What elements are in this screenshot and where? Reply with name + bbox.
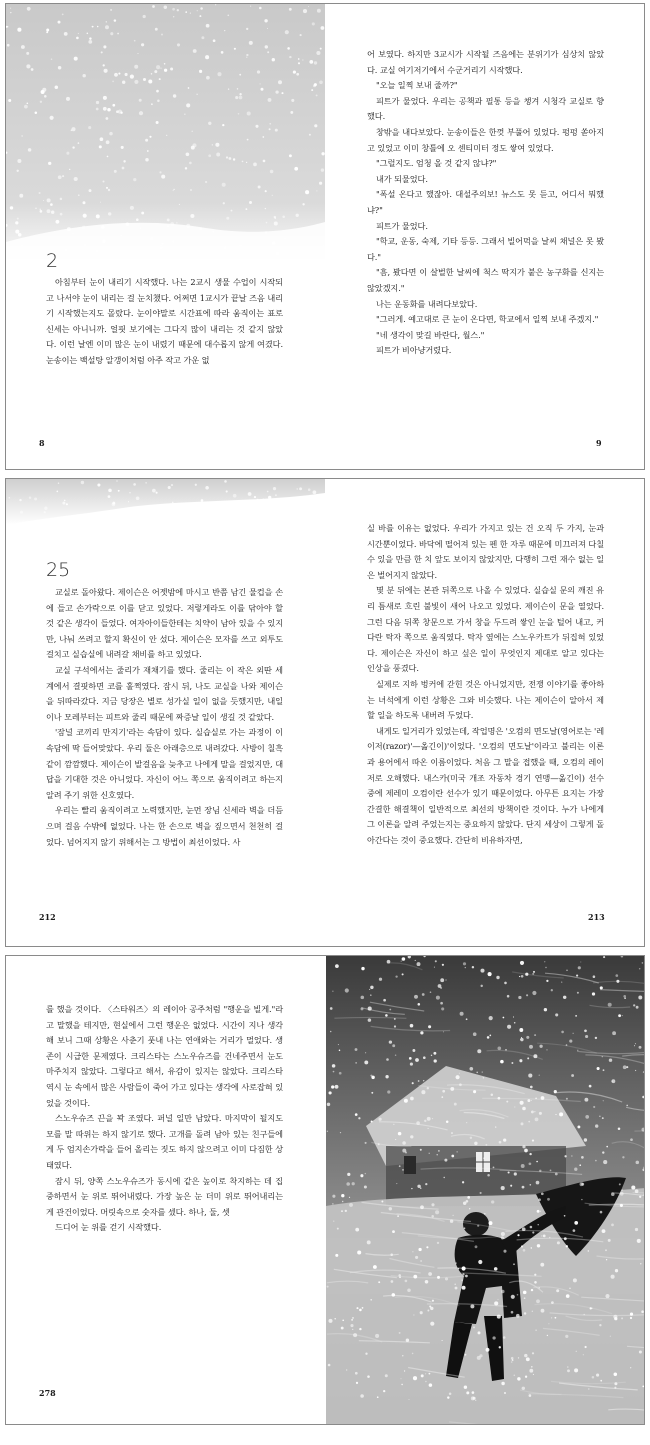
paragraph: "그러게. 예고대로 큰 눈이 온다면, 학교에서 일찍 보내 주겠지."	[376, 314, 599, 325]
paragraph: 몇 분 뒤에는 본관 뒤쪽으로 나올 수 있었다. 실습실 문의 깨진 유리 틈새로 흐린 불빛이 새어 나오고 있었다. 제이슨이 문을 열었다. 그런 다음 뒤쪽 창문으로 가서 창을 두드려 쌓인 눈을 털어 내고, 커다란 탁자 쪽으로 움직였다. 탁자 옆에는 스노우카트가 뒤집혀 있었다. 제이슨은 자신이 하고 싶은 일이 무엇인지 제대로 알고 있다는 인상을 풍겼다.	[367, 585, 604, 674]
left-page-text	[46, 585, 283, 850]
spread-pages-8-9	[5, 3, 645, 470]
paragraph: 드디어 눈 위를 걷기 시작했다.	[55, 1222, 162, 1233]
paragraph: "흠, 봤다면 이 살벌한 날씨에 척스 딱지가 붙은 농구화를 신지는 않았겠지."	[367, 267, 604, 293]
paragraph: "네 생각이 맞길 바란다, 월스."	[376, 329, 485, 340]
paragraph: "학교, 운동, 숙제, 기타 등등. 그래서 빌어먹을 날씨 채널은 못 봤다."	[367, 236, 604, 262]
chapter-number: 25	[46, 559, 71, 581]
paragraph: 를 했을 것이다. 〈스타워즈〉의 레이아 공주처럼 "행운을 빌게."라고 말했을 테지만, 현실에서 그런 행운은 없었다. 시간이 지나 생각해 보니 그때 상황은 사춘기 풋내 나는 연애와는 거리가 멀었다. 생존이 시급한 문제였다. 크리스타는 스노우슈즈를 건네주면서 눈도 마주치지 않았다. 그렇다고 해서, 유감이 있지는 않았다. 크리스타 역시 눈 속에서 많은 사람들이 죽어 가고 있다는 생각에 사로잡혀 있었을 것이다.	[46, 1004, 283, 1108]
paragraph: 내게도 일거리가 있었는데, 작업명은 '오컴의 면도날(영어로는 '레이저(razor)'—옮긴이)'이었다. '오컴의 면도날'이라고 불리는 이론과 용어에서 따온 이름이었다. 처음 그 말을 접했을 때, 오컴의 레이저로 오해했다. 내스카(미국 개조 자동차 경기 연맹—옮긴이) 선수 중에 제레미 오컴이란 선수가 있기 때문이었다. 아무튼 요지는 가장 간결한 해결책이 일반적으로 최선의 방책이란 것이다. 누가 나에게 그 이론을 알려 주었는지는 중요하지 않았다. 단지 세상이 그렇게 돌아간다는 것이 중요했다. 간단히 비유하자면,	[367, 725, 604, 845]
paragraph: 스노우슈즈 끈을 꽉 조였다. 퍼널 일만 남았다. 마지막이 될지도 모를 말 따위는 하지 않기로 했다. 고개를 돌려 남아 있는 친구들에게 두 엄지손가락을 들어 올리는 짓도 하지 않으려고 이미 다짐한 상태였다.	[46, 1113, 283, 1170]
paragraph: "폭설 온다고 했잖아. 대설주의보! 뉴스도 못 듣고, 어디서 뭐했냐?"	[367, 189, 604, 215]
snowfall-illustration	[6, 4, 325, 269]
paragraph: 피트가 물었다. 우리는 공책과 필통 등을 챙겨 시청각 교실로 향했다.	[367, 95, 604, 122]
paragraph: "오늘 일찍 보내 줄까?"	[376, 80, 458, 91]
right-page-text	[367, 47, 604, 359]
page-number-left: 8	[39, 438, 45, 448]
paragraph: 창밖을 내다보았다. 눈송이들은 한껏 부풀어 있었다. 펑펑 쏟아지고 있었고 이미 창틀에 오 센티미터 정도 쌓여 있었다.	[367, 126, 604, 153]
paragraph: 아침부터 눈이 내리기 시작했다. 나는 2교시 생물 수업이 시작되고 나서야 눈이 내리는 걸 눈치챘다. 어쩌면 1교시가 끝날 즈음 내리기 시작했는지도 몰랐다. 눈이야말로 시간표에 따라 움직이는 표로 신세는 아니니까. 얼핏 보기에는 그다지 많이 내리는 것 같지 않았다. 이런 날엔 이미 많은 눈이 내렸기 때문에 대수롭지 않게 여겼다. 눈송이는 백설탕 알갱이처럼 아주 작고 가운 없	[46, 277, 283, 365]
blizzard-figure-illustration	[326, 956, 645, 1424]
paragraph: 실 바를 이유는 없었다. 우리가 가지고 있는 건 오직 두 가지, 눈과 시간뿐이었다. 바닥에 떨어져 있는 펜 한 자루 때문에 미끄러져 다칠 수 있을 만큼 한 치 앞도 보이지 않았지만, 다행히 그런 재수 없는 일은 벌어지지 않았다.	[367, 523, 604, 580]
left-page-text	[46, 275, 283, 369]
spread-pages-212-213	[5, 478, 645, 947]
paragraph: 어 보였다. 하지만 3교시가 시작될 즈음에는 분위기가 심상치 않았다. 교실 여기저기에서 수군거리기 시작했다.	[367, 49, 604, 75]
paragraph: 피트가 물었다.	[376, 220, 428, 231]
page-number-left: 278	[39, 1388, 56, 1398]
paragraph: 우리는 빨리 움직이려고 노력했지만, 눈먼 장님 신세라 벽을 더듬으며 걸음 수밖에 없었다. 나는 한 손으로 벽을 짚으면서 천천히 걸었다. 넘어지지 않기 위해서는 그 방법이 최선이었다. 사	[46, 805, 283, 847]
right-page-text	[367, 521, 604, 848]
paragraph: 내가 되물었다.	[376, 173, 428, 184]
page-number-right: 213	[588, 912, 605, 922]
paragraph: 실제로 지하 벙커에 갇힌 것은 아니었지만, 전쟁 이야기를 좋아하는 녀석에게 이런 상황은 그와 비슷했다. 나는 제이슨이 알아서 제 할 일을 하도록 내버려 두었다.	[367, 678, 604, 721]
paragraph: "그럴지도. 엄청 올 것 같지 않냐?"	[376, 158, 497, 169]
page-number-right: 9	[596, 438, 602, 448]
paragraph: 잠시 뒤, 양쪽 스노우슈즈가 동시에 같은 높이로 착지하는 데 집중하면서 눈 위로 뛰어내렸다. 가장 높은 눈 더미 위로 뛰어내리는 게 관건이었다. 머릿속으로 숫자를 셌다. 하나, 둘, 셋	[46, 1175, 283, 1217]
chapter-number: 2	[46, 250, 59, 272]
page-number-left: 212	[39, 912, 56, 922]
paragraph: 나는 운동화를 내려다보았다.	[376, 298, 478, 309]
left-page-text	[46, 1002, 283, 1236]
paragraph: '잠널 코끼리 만지기'라는 속담이 있다. 실습실로 가는 과정이 이 속담에 딱 들어맞았다. 우리 둘은 아래층으로 내려갔다. 사방이 칠흑같이 깜깜했다. 제이슨이 발걸음을 늦추고 나에게 말을 걸었지만, 대답을 기대한 것은 아니었다. 자신이 어느 쪽으로 움직이려고 하는지 알려 주기 위한 신호였다.	[46, 727, 283, 800]
paragraph: 교실로 돌아왔다. 제이슨은 어젯밤에 마시고 반쯤 남긴 물컵을 손에 들고 손가락으로 이를 닫고 있었다. 저렇게라도 이를 닦아야 할 것 같은 생각이 들었다. 여자아이들한테는 치약이 남아 있을 수 있지만, 나눠 쓰려고 할지 확신이 안 섰다. 제이슨은 모자를 쓰고 외투도 걸치고 실습실에 내려갈 채비를 하고 있었다.	[46, 587, 283, 660]
paragraph: 교실 구석에서는 줄리가 재채기를 했다. 줄리는 이 작은 외딴 세계에서 결핏하면 코를 훌쩍였다. 잠시 뒤, 나도 교실을 나와 제이슨을 뒤따라갔다. 지금 당장은 별로 성가실 일이 없을 듯했지만, 내일이나 모레부터는 피트와 줄리 때문에 짜증날 일이 생길 것 같았다.	[46, 664, 283, 722]
spread-page-278	[5, 955, 645, 1425]
snowdrift-illustration	[6, 479, 325, 529]
paragraph: 피트가 비아냥거렸다.	[376, 345, 452, 356]
